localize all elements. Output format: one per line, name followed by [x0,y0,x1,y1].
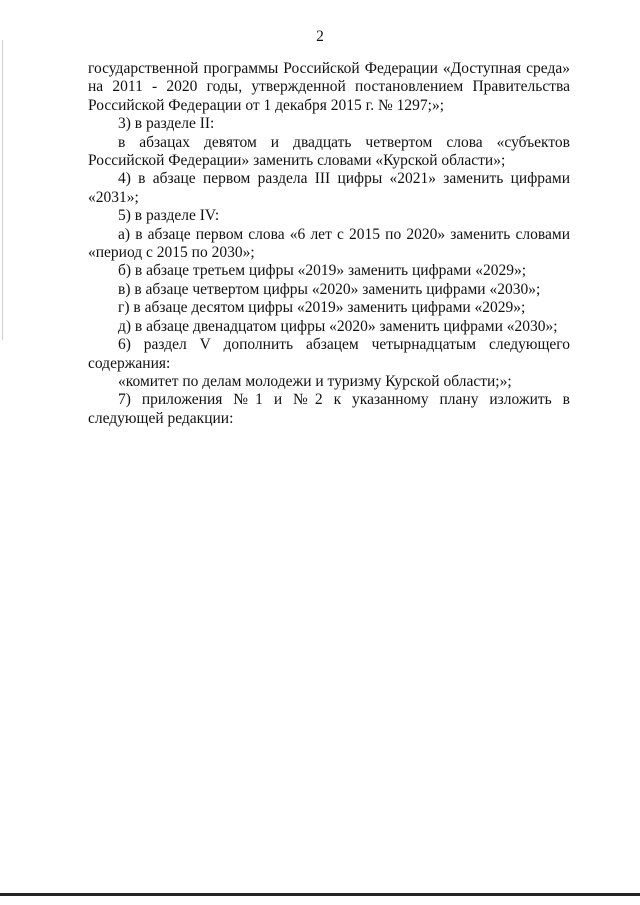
scan-bottom-edge [0,893,640,896]
paragraph-section-4: 5) в разделе IV: [118,207,220,225]
paragraph-section-5-change: 6) раздел V дополнить абзацем четырнадцатым следующего содержания: [88,336,570,372]
paragraph-section-4-item-g: г) в абзаце десятом цифры «2019» заменить цифрами «2029»; [118,299,526,317]
scan-edge-mark [2,40,3,340]
paragraph-committee-quote: «комитет по делам молодежи и туризму Курской области;»; [118,372,512,390]
paragraph-section-2: 3) в разделе II: [118,115,215,133]
paragraph-appendices: 7) приложения №1 и №2 к указанному плану изложить в следующей редакции: [88,391,570,427]
paragraph-section-2-change: в абзацах девятом и двадцать четвертом слова «субъектов Российской Федерации» заменить словами «Курской области»; [88,133,570,170]
paragraph-program-reference: государственной программы Российской Федерации «Доступная среда» на 2011 - 2020 годы, утвержденной постановлением Правительства Российской Федерации от 1 декабря 2015 г. № 1297;»; [88,60,570,114]
paragraph-section-4-item-v: в) в абзаце четвертом цифры «2020» заменить цифрами «2030»; [118,280,541,298]
page-number: 2 [316,28,324,45]
paragraph-section-4-item-a: а) в абзаце первом слова «6 лет с 2015 по 2020» заменить словами «период с 2015 по 2030»; [88,225,570,262]
paragraph-section-4-item-b: б) в абзаце третьем цифры «2019» заменить цифрами «2029»; [118,262,527,280]
paragraph-section-4-item-d: д) в абзаце двенадцатом цифры «2020» заменить цифрами «2030»; [118,317,558,335]
paragraph-section-3-change: 4) в абзаце первом раздела III цифры «2021» заменить цифрами «2031»; [88,170,570,206]
document-body [88,60,570,428]
